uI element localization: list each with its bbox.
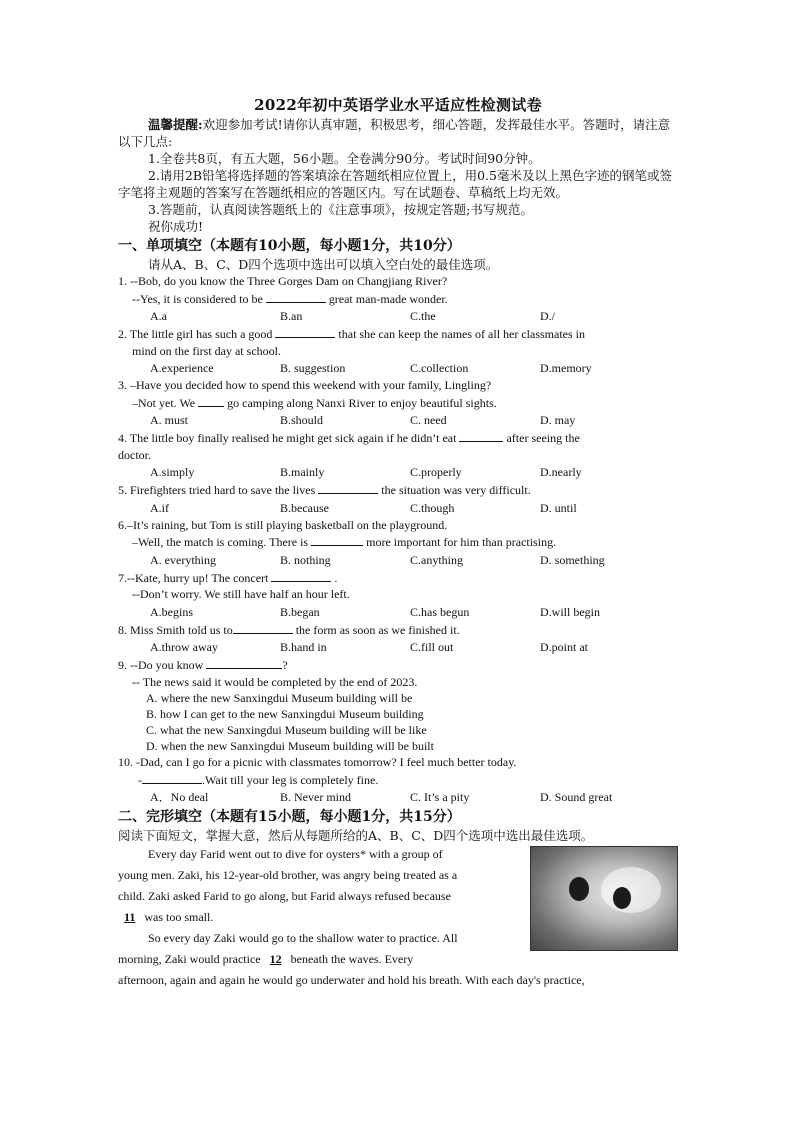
q10-line2b: .Wait till your leg is completely fine. bbox=[202, 772, 379, 787]
q8-line1a: 8. Miss Smith told us to bbox=[118, 622, 233, 637]
q2-line1 bbox=[118, 325, 678, 343]
q5-options bbox=[118, 499, 678, 517]
option-c: C. It’s a pity bbox=[410, 790, 470, 804]
water-splash bbox=[601, 867, 661, 913]
question-3 bbox=[118, 377, 678, 429]
section2-heading: 二、完形填空（本题有15小题，每小题1分，共15分） bbox=[118, 809, 461, 825]
q4-line1a: 4. The little boy finally realised he might get sick again if he didn’t eat bbox=[118, 431, 457, 445]
q2-options bbox=[118, 359, 678, 377]
option-c: C.collection bbox=[410, 361, 469, 375]
q1-options bbox=[118, 307, 678, 325]
option-c: C. need bbox=[410, 413, 447, 427]
hint-label: 温馨提醒: bbox=[148, 117, 203, 132]
q4-line2: doctor. bbox=[118, 447, 151, 462]
q10-options bbox=[118, 788, 678, 806]
q6-options bbox=[118, 551, 678, 569]
q3-line1: 3. –Have you decided how to spend this weekend with your family, Lingling? bbox=[118, 378, 492, 392]
answer-blank bbox=[266, 290, 326, 303]
option-d: D./ bbox=[540, 309, 555, 323]
option-b: B.because bbox=[280, 500, 329, 515]
section2-instruction: 阅读下面短文，掌握大意，然后从每题所给的A、B、C、D四个选项中选出最佳选项。 bbox=[118, 828, 594, 843]
passage-line: child. Zaki asked Farid to go along, but Farid always refused because bbox=[118, 889, 451, 903]
option-d: D. Sound great bbox=[540, 790, 613, 804]
option-b: B.should bbox=[280, 413, 324, 427]
option-d: D. until bbox=[540, 500, 577, 515]
option-d: D.point at bbox=[540, 640, 588, 654]
q3-line2a: –Not yet. We bbox=[132, 395, 196, 410]
option-c: C.has begun bbox=[410, 604, 470, 619]
option-b: B. nothing bbox=[280, 552, 331, 567]
q3-line2b: go camping along Nanxi River to enjoy beautiful sights. bbox=[227, 395, 497, 410]
q7-line1b: . bbox=[334, 570, 338, 585]
q3-line2 bbox=[118, 394, 678, 412]
question-7 bbox=[118, 569, 678, 621]
section1-instruction: 请从A、B、C、D四个选项中选出可以填入空白处的最佳选项。 bbox=[148, 257, 499, 272]
option-b: B.hand in bbox=[280, 640, 327, 654]
hint-intro bbox=[118, 116, 678, 150]
option-a: A.experience bbox=[150, 361, 214, 375]
q9-line1b: ? bbox=[282, 658, 288, 672]
option-d: D. may bbox=[540, 413, 576, 427]
q10-line1: 10. -Dad, can I go for a picnic with classmates tomorrow? I feel much better today. bbox=[118, 755, 517, 769]
answer-blank bbox=[318, 481, 378, 494]
option-a: A. must bbox=[150, 413, 189, 427]
q6-line1: 6.–It’s raining, but Tom is still playing basketball on the playground. bbox=[118, 517, 448, 532]
passage-line: young men. Zaki, his 12-year-old brother, was angry being treated as a bbox=[118, 868, 458, 882]
q4-line1b: after seeing the bbox=[506, 431, 580, 445]
q5-line1b: the situation was very difficult. bbox=[381, 483, 531, 497]
answer-blank bbox=[142, 771, 202, 784]
q8-line1 bbox=[118, 621, 678, 639]
option-d: D.memory bbox=[540, 361, 592, 375]
q3-options bbox=[118, 411, 678, 429]
option-a: A．No deal bbox=[150, 790, 209, 804]
option-d: D.will begin bbox=[540, 604, 600, 619]
cloze-passage bbox=[118, 844, 678, 970]
q10-line2a: - bbox=[138, 772, 142, 787]
option-b: B.an bbox=[280, 309, 303, 323]
option-a: A.begins bbox=[150, 604, 193, 619]
answer-blank bbox=[311, 533, 363, 546]
passage-line: afternoon, again and again he would go underwater and hold his breath. With each day's practice, bbox=[118, 973, 585, 987]
diver-head bbox=[569, 877, 589, 901]
section1-heading: 一、单项填空（本题有10小题，每小题1分，共10分） bbox=[118, 238, 461, 254]
answer-blank bbox=[459, 429, 503, 442]
option-d: D. something bbox=[540, 552, 605, 567]
question-5 bbox=[118, 481, 678, 517]
passage-text-span: morning, Zaki would practice bbox=[118, 952, 261, 966]
q9-option-c: C. what the new Sanxingdui Museum building will be like bbox=[146, 723, 427, 737]
cloze-blank-11: 11 bbox=[124, 910, 136, 924]
q2-line1b: that she can keep the names of all her classmates in bbox=[338, 327, 585, 341]
option-b: B. Never mind bbox=[280, 790, 351, 804]
q1-line2 bbox=[118, 290, 678, 308]
q9-line1 bbox=[118, 656, 678, 674]
question-2 bbox=[118, 325, 678, 377]
q6-line2 bbox=[118, 533, 678, 551]
cloze-blank-12: 12 bbox=[269, 952, 282, 966]
q5-line1 bbox=[118, 481, 678, 499]
hint-item-1: 1.全卷共8页，有五大题，56小题。全卷满分90分。考试时间90分钟。 bbox=[148, 151, 541, 166]
option-c: C.though bbox=[410, 500, 455, 515]
passage-line bbox=[118, 949, 522, 970]
passage-line: Every day Farid went out to dive for oysters* with a group of bbox=[148, 847, 443, 861]
answer-blank bbox=[271, 569, 331, 582]
answer-blank bbox=[206, 656, 282, 669]
q9-line1a: 9. --Do you know bbox=[118, 658, 204, 672]
option-b: B.mainly bbox=[280, 465, 325, 479]
q1-line2b: great man-made wonder. bbox=[328, 291, 448, 306]
option-a: A. everything bbox=[150, 552, 216, 567]
question-1 bbox=[118, 273, 678, 325]
divers-photo bbox=[530, 846, 678, 951]
q2-line2: mind on the first day at school. bbox=[132, 343, 281, 358]
q6-line2a: –Well, the match is coming. There is bbox=[132, 535, 309, 549]
page-title: 2022年初中英语学业水平适应性检测试卷 bbox=[254, 96, 542, 114]
hint-item-2: 2.请用2B铅笔将选择题的答案填涂在答题纸相应位置上，用0.5毫米及以上黑色字迹的钢笔或签字笔将主观题的答案写在答题纸相应的答题区内。写在试题卷、草稿纸上均无效。 bbox=[118, 168, 672, 200]
q7-options bbox=[118, 603, 678, 621]
question-6 bbox=[118, 517, 678, 569]
option-c: C.fill out bbox=[410, 640, 454, 654]
passage-text-span: was too small. bbox=[144, 910, 214, 924]
q9-option-b: B. how I can get to the new Sanxingdui Museum building bbox=[146, 707, 424, 721]
q4-options bbox=[118, 463, 678, 481]
option-c: C.anything bbox=[410, 552, 463, 567]
passage-line: So every day Zaki would go to the shallow water to practice. All bbox=[148, 931, 458, 945]
question-9 bbox=[118, 656, 678, 754]
page-content bbox=[118, 96, 678, 991]
q2-line1a: 2. The little girl has such a good bbox=[118, 327, 273, 341]
option-b: B.began bbox=[280, 604, 320, 619]
q1-line2a: --Yes, it is considered to be bbox=[132, 291, 263, 306]
passage-text-span: beneath the waves. Every bbox=[290, 952, 414, 966]
diver-head bbox=[613, 887, 631, 909]
option-d: D.nearly bbox=[540, 465, 582, 479]
question-10 bbox=[118, 754, 678, 806]
q7-line1a: 7.--Kate, hurry up! The concert bbox=[118, 570, 269, 585]
option-a: A.if bbox=[150, 500, 169, 515]
q7-line1 bbox=[118, 569, 678, 587]
q7-line2: --Don’t worry. We still have half an hour left. bbox=[132, 587, 350, 601]
q9-option-d: D. when the new Sanxingdui Museum building will be built bbox=[146, 739, 434, 753]
q10-line2 bbox=[118, 771, 678, 789]
option-a: A.simply bbox=[150, 465, 195, 479]
hint-item-3: 3.答题前，认真阅读答题纸上的《注意事项》，按规定答题;书写规范。 bbox=[148, 202, 533, 217]
answer-blank bbox=[198, 394, 224, 407]
option-c: C.the bbox=[410, 309, 436, 323]
question-8 bbox=[118, 621, 678, 657]
q9-option-a: A. where the new Sanxingdui Museum building will be bbox=[146, 691, 413, 705]
q8-line1b: the form as soon as we finished it. bbox=[295, 622, 460, 637]
q6-line2b: more important for him than practising. bbox=[366, 535, 557, 549]
option-b: B. suggestion bbox=[280, 361, 346, 375]
answer-blank bbox=[233, 621, 293, 634]
option-a: A.throw away bbox=[150, 640, 218, 654]
question-4 bbox=[118, 429, 678, 481]
option-a: A.a bbox=[150, 309, 167, 323]
q8-options bbox=[118, 638, 678, 656]
q5-line1a: 5. Firefighters tried hard to save the lives bbox=[118, 483, 316, 497]
q1-line1: 1. --Bob, do you know the Three Gorges Dam on Changjiang River? bbox=[118, 274, 448, 288]
answer-blank bbox=[275, 325, 335, 338]
passage-line bbox=[118, 907, 522, 928]
option-c: C.properly bbox=[410, 465, 462, 479]
q4-line1 bbox=[118, 429, 678, 447]
q9-line2: -- The news said it would be completed by the end of 2023. bbox=[132, 674, 418, 689]
passage-text bbox=[118, 844, 522, 970]
hint-text: 欢迎参加考试!请你认真审题，积极思考，细心答题，发挥最佳水平。答题时，请注意以下几点: bbox=[118, 117, 671, 149]
hint-closing: 祝你成功! bbox=[148, 219, 204, 234]
